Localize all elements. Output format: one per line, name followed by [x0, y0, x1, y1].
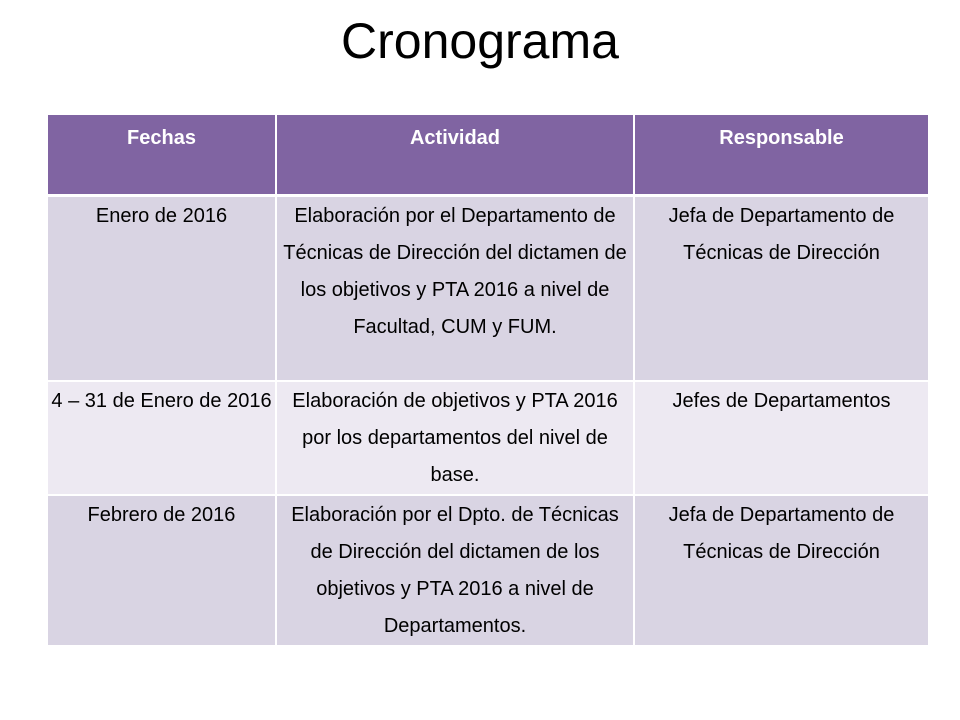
table-row	[48, 495, 928, 646]
column-header-responsable: Responsable	[634, 115, 928, 195]
table-row	[48, 195, 928, 381]
cell-fecha: Febrero de 2016	[48, 495, 276, 646]
table-header-row	[48, 115, 928, 195]
cell-fecha: Enero de 2016	[48, 195, 276, 381]
column-header-fechas: Fechas	[48, 115, 276, 195]
cell-actividad: Elaboración por el Dpto. de Técnicas de Dirección del dictamen de los objetivos y PTA 2016 a nivel de Departamentos.	[276, 495, 634, 646]
cell-responsable: Jefa de Departamento de Técnicas de Dirección	[634, 495, 928, 646]
cell-responsable: Jefa de Departamento de Técnicas de Dirección	[634, 195, 928, 381]
cell-actividad: Elaboración por el Departamento de Técnicas de Dirección del dictamen de los objetivos y PTA 2016 a nivel de Facultad, CUM y FUM.	[276, 195, 634, 381]
column-header-actividad: Actividad	[276, 115, 634, 195]
table-row	[48, 381, 928, 495]
cell-actividad: Elaboración de objetivos y PTA 2016 por los departamentos del nivel de base.	[276, 381, 634, 495]
cell-responsable: Jefes de Departamentos	[634, 381, 928, 495]
cell-fecha: 4 – 31 de Enero de 2016	[48, 381, 276, 495]
schedule-table	[48, 115, 928, 647]
slide-title: Cronograma	[341, 13, 619, 69]
